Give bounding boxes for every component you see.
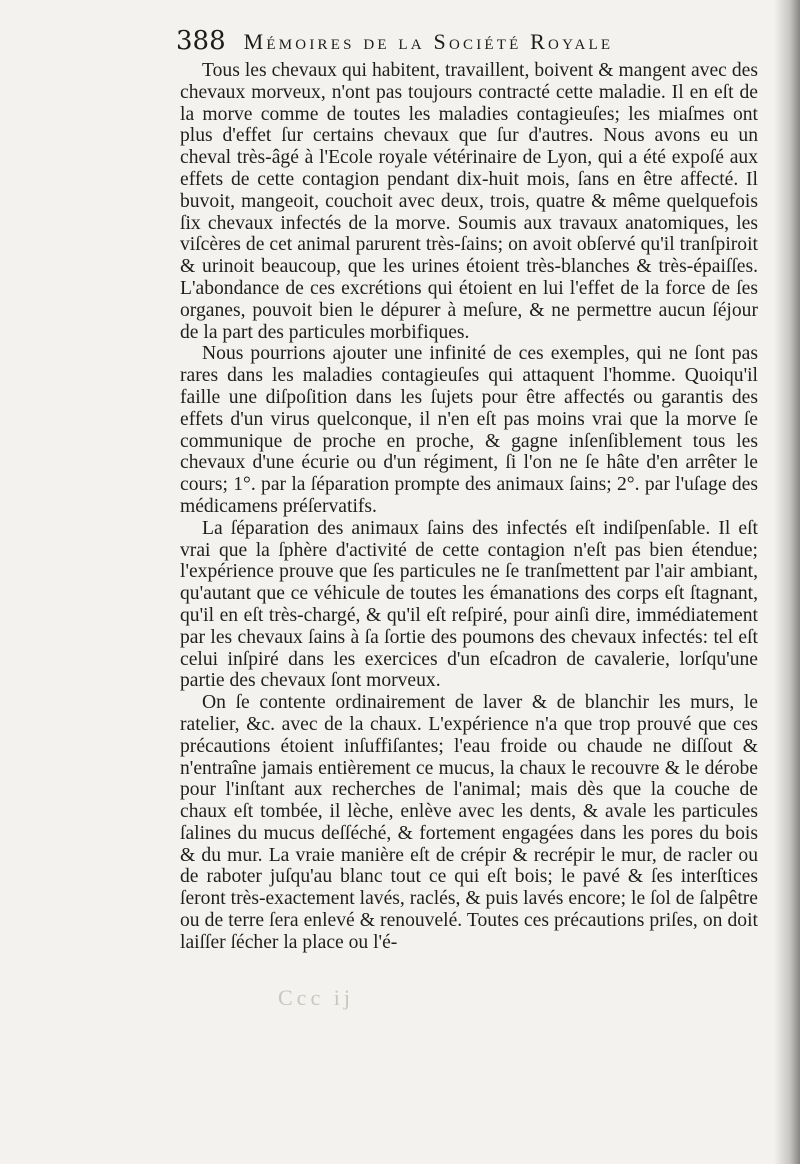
body-text: [180, 60, 758, 954]
page-header: [176, 26, 736, 62]
running-head: Mémoires de la Société Royale: [243, 29, 614, 54]
spine-shadow: [774, 0, 800, 1164]
paragraph: Tous les chevaux qui habitent, travaillent, boivent & mangent avec des chevaux morveux, n'ont pas toujours contracté cette maladie. Il en eſt de la morve comme de toutes les maladies contagieuſes; les miaſmes ont plus d'effet ſur certains chevaux que ſur d'autres. Nous avons eu un cheval très-âgé à l'Ecole royale vétérinaire de Lyon, qui a été expoſé aux effets de cette contagion pendant dix-huit mois, ſans en être affecté. Il buvoit, mangeoit, couchoit avec deux, trois, quatre & même quelquefois ſix chevaux infectés de la morve. Soumis aux travaux anatomiques, les viſcères de cet animal parurent très-ſains; on avoit obſervé qu'il tranſpiroit & urinoit beaucoup, que les urines étoient très-blanches & très-épaiſſes. L'abondance de ces excrétions qui étoient en lui l'effet de la force de ſes organes, pouvoit bien le dépurer à meſure, & ne permettre aucun ſéjour de la part des particules morbifiques.: [180, 60, 758, 343]
page-number: 388: [176, 26, 226, 56]
paragraph: Nous pourrions ajouter une infinité de ces exemples, qui ne ſont pas rares dans les maladies contagieuſes qui attaquent l'homme. Quoiqu'il faille une diſpoſition dans les ſujets pour être affectés ou garantis des effets d'un virus quelconque, il n'en eſt pas moins vrai que la morve ſe communique de proche en proche, & gagne inſenſiblement tous les chevaux d'une écurie ou d'un régiment, ſi l'on ne ſe hâte d'en arrêter le cours; 1°. par la ſéparation prompte des animaux ſains; 2°. par l'uſage des médicamens préſervatifs.: [180, 343, 758, 517]
paragraph: La ſéparation des animaux ſains des infectés eſt indiſpenſable. Il eſt vrai que la ſphère d'activité de cette contagion n'eſt pas bien étendue; l'expérience prouve que ſes particules ne ſe tranſmettent par l'air ambiant, qu'autant que ce véhicule de toutes les émanations des corps eſt ſtagnant, qu'il en eſt très-chargé, & qu'il eſt reſpiré, pour ainſi dire, immédiatement par les chevaux ſains à ſa ſortie des poumons des chevaux infectés: tel eſt celui inſpiré dans les exercices d'un eſcadron de cavalerie, lorſqu'une partie des chevaux ſont morveux.: [180, 517, 758, 692]
paragraph: On ſe contente ordinairement de laver & de blanchir les murs, le ratelier, &c. avec de la chaux. L'expérience n'a que trop prouvé que ces précautions étoient inſuffiſantes; l'eau froide ou chaude ne diſſout & n'entraîne jamais entièrement ce mucus, la chaux le recouvre & le dérobe pour l'inſtant aux recherches de l'animal; mais dès que la couche de chaux eſt tombée, il lèche, enlève avec les dents, & avale les particules ſalines du mucus deſſéché, & fortement engagées dans les pores du bois & du mur. La vraie manière eſt de crépir & recrépir le mur, de racler ou de raboter juſqu'au blanc tout ce qui eſt bois; le pavé & ſes interſtices ſeront très-exactement lavés, raclés, & puis lavés encore; le ſol de ſalpêtre ou de terre ſera enlevé & renouvelé. Toutes ces précautions priſes, on doit laiſſer ſécher la place ou l'é-: [180, 692, 758, 953]
signature-mark: Ccc ij: [278, 985, 354, 1010]
